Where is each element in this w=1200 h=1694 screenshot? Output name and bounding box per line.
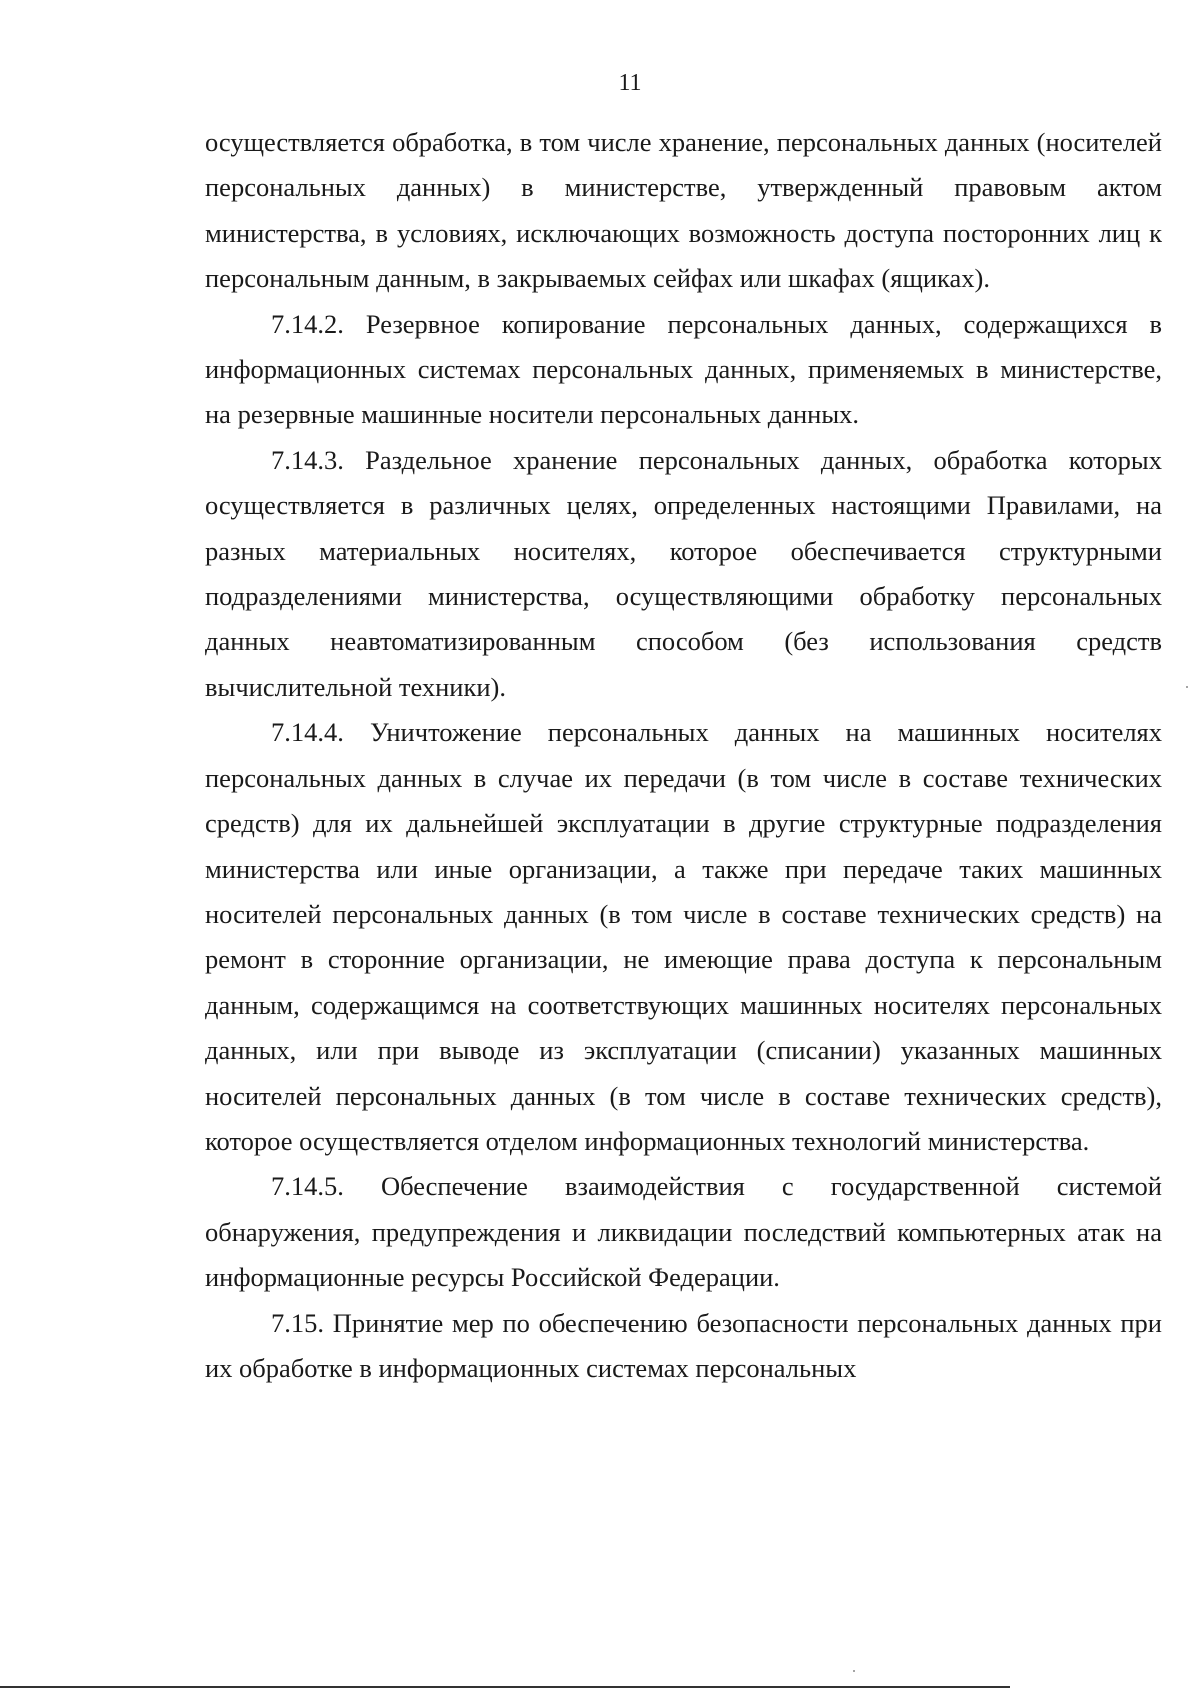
bottom-rule — [0, 1686, 1010, 1688]
scan-speck — [853, 1670, 855, 1672]
paragraph-7-14-4: 7.14.4. Уничтожение персональных данных на машинных носителях персональных данных в случае их передачи (в том числе в составе технических средств) для их дальнейшей эксплуатации в другие структурные подразделения министерства или иные организации, а также при передаче таких машинных носителей персональных данных (в том числе в составе технических средств) на ремонт в сторонние организации, не имеющие права доступа к персональным данным, содержащимся на соответствующих машинных носителях персональных данных, или при выводе из эксплуатации (списании) указанных машинных носителей персональных данных (в том числе в составе технических средств), которое осуществляется отделом информационных технологий министерства. — [205, 717, 1162, 1156]
page-number: 11 — [618, 70, 642, 96]
paragraph-7-14-2: 7.14.2. Резервное копирование персональных данных, содержащихся в информационных системах персональных данных, применяемых в министерстве, на резервные машинные носители персональных данных. — [205, 308, 1162, 430]
document-body — [205, 120, 1162, 1391]
paragraph-7-14-3: 7.14.3. Раздельное хранение персональных данных, обработка которых осуществляется в различных целях, определенных настоящими Правилами, на разных материальных носителях, которое обеспечивается структурными подразделениями министерства, осуществляющими обработку персональных данных неавтоматизированным способом (без использования средств вычислительной техники). — [205, 444, 1162, 702]
scan-speck — [1186, 686, 1188, 688]
paragraph-7-14-5: 7.14.5. Обеспечение взаимодействия с государственной системой обнаружения, предупреждения и ликвидации последствий компьютерных атак на информационные ресурсы Российской Федерации. — [205, 1171, 1162, 1293]
paragraph-7-15: 7.15. Принятие мер по обеспечению безопасности персональных данных при их обработке в информационных системах персональных — [205, 1307, 1162, 1383]
paragraph-continuation: осуществляется обработка, в том числе хранение, персональных данных (носителей персональных данных) в министерстве, утвержденный правовым актом министерства, в условиях, исключающих возможность доступа посторонних лиц к персональным данным, в закрываемых сейфах или шкафах (ящиках). — [205, 127, 1162, 294]
